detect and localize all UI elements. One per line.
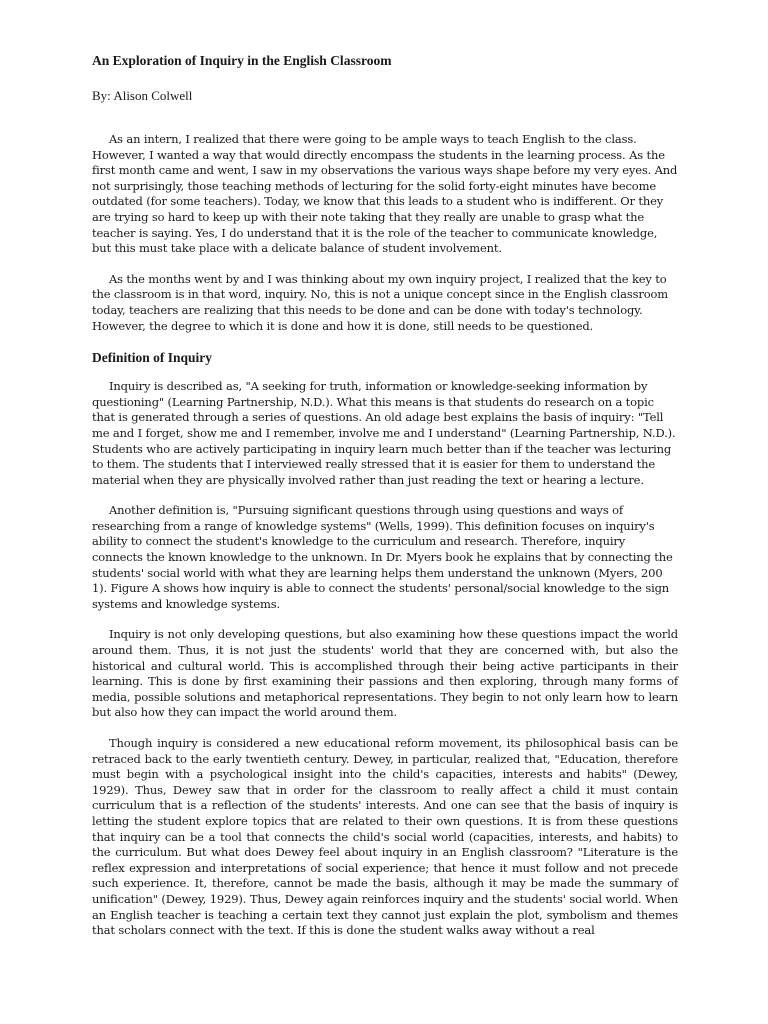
section-heading: Definition of Inquiry	[92, 350, 213, 366]
body-paragraph: Inquiry is not only developing questions, but also examining how these questions impact the world around them. Thus, it is not just the students' world that they are concerned with, but also the historical and cultural world. This is accomplished through their being active participants in their learning. This is done by first examining their passions and then exploring, through many forms of media, possible solutions and metaphorical representations. They begin to not only learn how to learn but also how they can impact the world around them.	[92, 627, 678, 720]
body-paragraph: Inquiry is described as, "A seeking for truth, information or knowledge-seeking information by questioning" (Learning Partnership, N.D.). What this means is that students do research on a topic that is generated through a series of questions. An old adage best explains the basis of inquiry: "Tell me and I forget, show me and I remember, involve me and I understand" (Learning Partnership, N.D.). Students who are actively participating in inquiry learn much better than if the teacher was lecturing to them. The students that I interviewed really stressed that it is easier for them to understand the material when they are physically involved rather than just reading the text or hearing a lecture.	[92, 379, 676, 487]
document-page	[92, 52, 678, 954]
intro-paragraph: As the months went by and I was thinking about my own inquiry project, I realized that the key to the classroom is in that word, inquiry. No, this is not a unique concept since in the English classroom today, teachers are realizing that this needs to be done and can be done with today's technology. However, the degree to which it is done and how it is done, still needs to be questioned.	[92, 271, 669, 333]
body-paragraph: Another definition is, "Pursuing significant questions through using questions and ways of researching from a range of knowledge systems" (Wells, 1999). This definition focuses on inquiry's ability to connect the student's knowledge to the curriculum and research. Therefore, inquiry connects the known knowledge to the unknown. In Dr. Myers book he explains that by connecting the students' social world with what they are learning helps them understand the unknown (Myers, 200 1). Figure A shows how inquiry is able to connect the students' personal/social knowledge to the sign systems and knowledge systems.	[92, 503, 673, 611]
body-paragraph: Though inquiry is considered a new educational reform movement, its philosophical basis can be retraced back to the early twentieth century. Dewey, in particular, realized that, "Education, therefore must begin with a psychological insight into the child's capacities, interests and habits" (Dewey, 1929). Thus, Dewey saw that in order for the classroom to really affect a child it must contain curriculum that is a reflection of the students' interests. And one can see that the basis of inquiry is letting the student explore topics that are related to their own questions. It is from these questions that inquiry can be a tool that connects the child's social world (capacities, interests, and habits) to the curriculum. But what does Dewey feel about inquiry in an English classroom? "Literature is the reflex expression and interpretations of social experience; that hence it must follow and not precede such experience. It, therefore, cannot be made the basis, although it may be made the summary of unification" (Dewey, 1929). Thus, Dewey again reinforces inquiry and the students' social world. When an English teacher is teaching a certain text they cannot just explain the plot, symbolism and themes that scholars connect with the text. If this is done the student walks away without a real	[92, 736, 678, 938]
intro-paragraph: As an intern, I realized that there were going to be ample ways to teach English to the class. However, I wanted a way that would directly encompass the students in the learning process. As the first month came and went, I saw in my observations the various ways shape before my very eyes. And not surprisingly, those teaching methods of lecturing for the solid forty-eight minutes have become outdated (for some teachers). Today, we know that this leads to a student who is indifferent. Or they are trying so hard to keep up with their note taking that they really are unable to grasp what the teacher is saying. Yes, I do understand that it is the role of the teacher to communicate knowledge, but this must take place with a delicate balance of student involvement.	[92, 132, 678, 256]
document-title: An Exploration of Inquiry in the English Classroom	[92, 53, 392, 68]
author-byline: By: Alison Colwell	[92, 88, 193, 103]
